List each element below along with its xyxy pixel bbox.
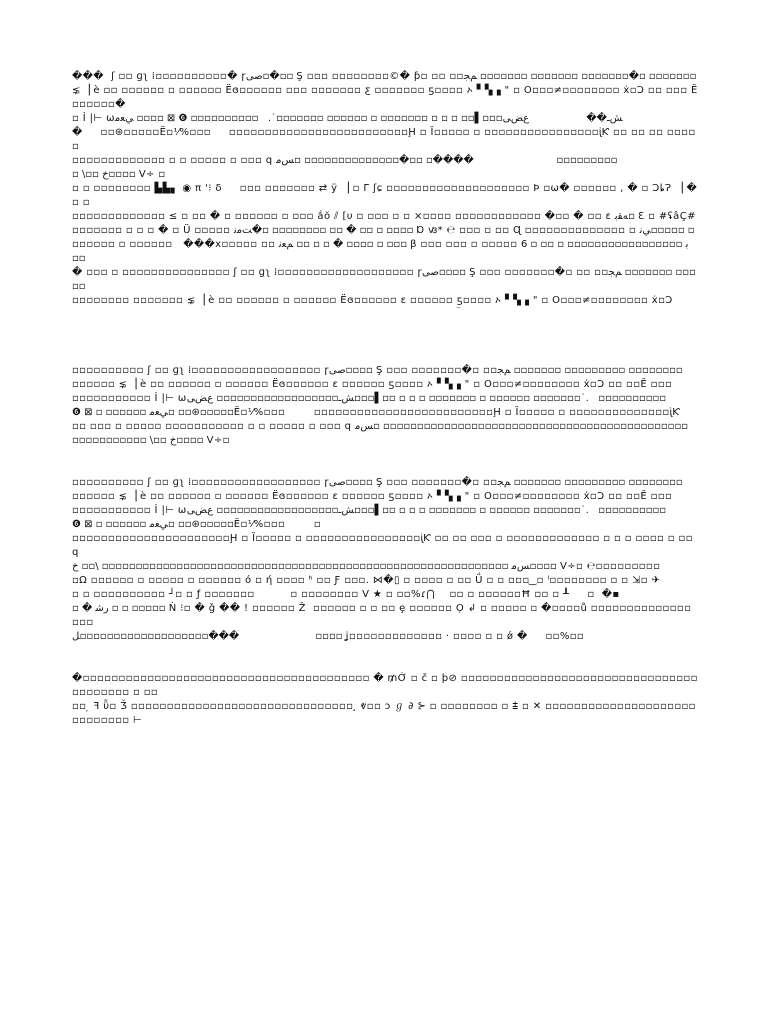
text-line: ▫▫▫▫▫▫▫▫▫▫▫ İ |⊢ ѡﺶـ▫▫▫▫▫▫▫▫▫▫▫▫▫▫▫▫▫▫ ﻉﺾﻰ▫▫▫▌▫▫ ▫ ▫ ▫ ▫▫▫▫▫▫▫ ▫ ▫▫▫▫▫▫ ▫▫▫▫▫▫▫˙. ▫▫▫▫▫▫▫▫▫▫	[72, 393, 667, 404]
text-line: ﺲﻣ ▫▫▫▫▫▫▫▫▫▫▫▫▫▫▫▫▫▫▫▫▫▫▫▫▫▫▫▫▫▫▫▫▫▫▫▫▫▫▫▫▫▫▫▫▫▫▫▫▫▫▫▫▫▫▫▫▫▫▫▫ \▫▫ ﺥ▫▫▫▫ V÷▫ ℮▫▫▫▫▫▫▫▫▫	[72, 561, 661, 572]
text-line: ▫ � ﺭﺷ ▫ ▫ ▫▫▫▫▫ Ṅ ⁝▫ � ǧ �� ! ▫▫▫▫▫▫ Ẑ ▫▫▫▫▫▫ ▫ ▫ ▫▫ ȩ ▫▫▫▫▫▫ Ọ ↲ ▫ ▫▫▫▫▫ ▫ �▫▫▫▫ů ▫▫▫▫▫▫▫▫▫▫▫▫▫▫▫▫▫	[72, 603, 692, 628]
text-line: � ▫▫▫ ▫ ▫▫▫▫▫▫▫▫▫▫▫▫▫▫▫ ʃ ▫▫ ɡʅ ⁞▫▫▫▫▫▫▫▫▫▫▫▫▫▫▫▫▫▫▫ ɼصی▫▫▫▫ Ş ▫▫▫ ▫▫▫▫▫▫▫�▫ ▫▫ ▫▫ﻢﺠ ▫▫▫▫▫▫▫ ▫▫▫▫▫	[72, 267, 696, 292]
paragraph-gap	[72, 644, 698, 672]
text-line: ▫▫▫▫▫▫▫▫▫▫ ʃ ▫▫ ɡʅ ⁞▫▫▫▫▫▫▫▫▫▫▫▫▫▫▫▫▫▫ ɼصی▫▫▫▫ Ş ▫▫▫ ▫▫▫▫▫▫▫�▫ ▫▫ﻢﺠ ▫▫▫▫▫▫▫ ▫▫▫▫▫▫▫▫▫ ▫▫▫▫▫▫▫▫	[72, 365, 683, 376]
text-line: ▫▫▫▫▫▫ ⋦ ⎢ѐ ▫▫ ▫▫▫▫▫▫ ▫ ▫▫▫▫▫▫ Ëɞ▫▫▫▫▫▫ ɛ ▫▫▫▫▫▫ ƽ▫▫▫▫ ኦ ▘▚▗ " ▫ O▫▫▫≠▫▫▫▫▫▫▫▫ ẋ▫Ɔ ▫▫ ▫▫Ȇ ▫▫▫	[72, 491, 673, 502]
text-line: ▫▫▫▫▫▫▫ ▫ ▫ ▫ � ▫ Ü ▫▫▫▫▫ ﺖﻣﻧ�▫ ▫▫▫▫▫▫▫▫ ▫▫ � ▫▫ ▫ ▫▫▫▫ Ɒ ꟃ* ℮ ▫▫▫ ▫ ▫▫ Ɋ ▫▫▫▫▫▫▫▫▫▫▫▫▫▫ ▫ ﻲﻧ▫▫▫▫▫ ▫	[72, 225, 695, 236]
text-line: ▫Ω ▫▫▫▫▫▫ ▫ ▫▫▫▫▫ ▫ ▫▫▫▫▫▫ ó ▫ ή ▫▫▫▫ ʰ ▫▫ Ƒ ▫▫▫. ⋈�▯ ▫ ▫▫▫▫ ▫ ▫▫ Ǘ ▫ ▫ ▫▫▫ ͜ ▫ ˡ▫▫▫▫▫▫▫▫ ▫ ▫ ⇲▫ ✈	[72, 575, 661, 586]
text-line: ▫▫▫▫▫▫▫▫ ▫▫▫▫▫▫▫ ⋦ ⎢ѐ ▫▫ ▫▫▫▫▫▫ ▫ ▫▫▫▫▫▫ Ëɞ▫▫▫▫▫▫ ɛ ▫▫▫▫▫▫ ƽ▫▫▫▫ ኦ ▘▚▗ " ▫ O▫▫▫≠▫▫▫▫▫▫▫▫ ẋ▫Ɔ	[72, 295, 673, 306]
text-line: ❻ ⊠ ▫ ▫▫▫▫▫▫ ﻲﻌﻣ▫ ▫▫⊛▫▫▫▫▫Ë▫⅟%▫▫▫ ▫▫▫▫▫▫▫▫▫▫▫▫▫▫▫▫▫▫▫▫▫▫▫▫▫Ḩ ▫ Ȉ▫▫▫▫▫ ▫ ▫▫▫▫▫▫▫▫▫▫▫▫▫▫ᶖƘ	[72, 407, 681, 418]
text-line: ▫ ▫ ▫▫▫▫▫▫▫▫▫▫ ┘▫ ▫ ƒ ▫▫▫▫▫▫▫ ▫ ▫▫▫▫▫▫▫▫ V ★ ▫ ▫▫%ɾ⋂ ▫▫ ▫ ▫▫▫▫▫▫Ħ ▫▫ ▫ ┸ ▫ �▪	[72, 589, 620, 600]
text-line: ▫ \▫▫ ﺥ▫▫▫▫ V÷ ▫	[72, 169, 166, 180]
text-line: ▫▫▫▫▫▫▫▫▫▫▫▫▫▫▫▫▫▫▫▫▫▫Ḩ ▫ Ȉ▫▫▫▫▫ ▫ ▫▫▫▫▫▫▫▫▫▫▫▫▫▫▫▫ᶖƘ ▫▫ ▫▫ ▫▫▫ ▫ ▫▫▫▫▫▫▫▫▫▫▫▫▫ ▫ ▫ ▫ ▫▫▫▫ ▫ ▫▫ q	[72, 533, 697, 558]
text-line: ▫▫▫▫▫▫ ⋦ ⎢ѐ ▫▫ ▫▫▫▫▫▫ ▫ ▫▫▫▫▫▫ Ëɞ▫▫▫▫▫▫ ɛ ▫▫▫▫▫▫ ƽ▫▫▫▫ ኦ ▘▚▗ " ▫ O▫▫▫≠▫▫▫▫▫▫▫▫ ẋ▫Ɔ ▫▫ ▫▫Ȇ ▫▫▫	[72, 379, 673, 390]
text-line: ▫ İ |⊢ ѡﺶـ�� ﻉﺾﻰ▫▫▫▌▫▫ ▫ ▫ ▫ ▫▫▫▫▫▫▫ ▫ ▫▫▫▫▫▫ ▫▫▫▫▫▫▫˙. ▫▫▫▫▫▫▫▫▫▫ ❻ ⊠ ▫▫▫▫ ﻲﻌﻣ	[72, 113, 623, 124]
text-line: ⋦ ⎢ѐ ▫▫ ▫▫▫▫▫▫ ▫ ▫▫▫▫▫▫ Ëɞ▫▫▫▫▫▫ ▫▫▫ ▫▫▫▫▫▫▫ ƹ ▫▫▫▫▫▫▫ ƽ▫▫▫▫ ኦ ▘▚▗ " ▫ O▫▫▫≠▫▫▫▫▫▫▫▫ ẋ▫Ɔ ▫▫ ▫▫▫ Ȇ ▫▫▫▫▫▫�	[72, 85, 698, 110]
paragraph-4	[72, 672, 698, 728]
paragraph-2	[72, 364, 698, 448]
text-line: � ▫▫⊛▫▫▫▫▫Ë▫⅟%▫▫▫ ▫▫▫▫▫▫▫▫▫▫▫▫▫▫▫▫▫▫▫▫▫▫▫▫▫Ḩ ▫ Ȉ▫▫▫▫▫ ▫ ▫▫▫▫▫▫▫▫▫▫▫▫▫▫▫▫ᶖƘ ▫▫ ▫▫ ▫▫ ▫▫▫▫▫	[72, 127, 696, 152]
text-line: ��� ʃ ▫▫ ɡʅ ⁞▫▫▫▫▫▫▫▫▫▫� ɼصی▫�▫▫ Ş ▫▫▫ ▫▫▫▫▫▫▫▫©� ƥ▫ ▫▫ ▫▫ﻢﺠ ▫▫▫▫▫▫▫ ▫▫▫▫▫▫▫ ▫▫▫▫▫▫▫�▫ ▫▫▫▫▫▫▫	[72, 71, 697, 82]
paragraph-gap	[72, 308, 698, 364]
text-line: ▫ ▫ ▫▫▫▫▫▫▫▫ ▙▙▖ ◉ π '⁝ δ ▫▫▫ ▫▫▫▫▫▫▫ ⇄ ÿ ▕ ▫ Γ ʃɕ ▫▫▫▫▫▫▫▫▫▫▫▫▫▫▫▫▫▫▫▫ Ϸ ▫ω� ▫▫▫▫▫▫ , � ▫ ƆȴɁ ▕ � ▫ ▫	[72, 183, 698, 208]
text-line: �▫▫▫▫▫▫▫▫▫▫▫▫▫▫▫▫▫▫▫▫▫▫▫▫▫▫▫▫▫▫▫▫▫▫▫▫▫▫▫▫ � ₥Ở ▫ č ▫ ϸ⊘ ▫▫▫▫▫▫▫▫▫▫▫▫▫▫▫▫▫▫▫▫▫▫▫▫▫▫▫▫▫▫▫▫▫▫▫▫▫▫▫▫▫ ▫ ▫▫	[72, 673, 698, 698]
text-line: ❻ ⊠ ▫ ▫▫▫▫▫▫ ﻲﻌﻣ▫ ▫▫⊛▫▫▫▫▫Ë▫⅟%▫▫▫ ▫	[72, 519, 322, 530]
text-line: ▫▫ ̦ ꟻ ῧ▫ Ǯ ▫▫▫▫▫▫▫▫▫▫▫▫▫▫▫▫▫▫▫▫▫▫▫▫▫▫▫▫▫▫▫ ̧ ⱴ▫▫ ᴐ ℊ ∂ ⊱ ▫ ▫▫▫▫▫▫▫▫ ▫ ⩲ ▫ ✕ ▫▫▫▫▫▫▫▫▫▫▫▫▫▫▫▫▫▫▫▫▫▫▫▫▫▫▫▫▫ ⊢	[72, 701, 696, 726]
paragraph-gap	[72, 448, 698, 476]
text-line: ▫▫▫▫▫▫▫▫▫▫▫▫▫ ▫ ▫ ▫▫▫▫▫ ▫ ▫▫▫ q ﺲﻣ▫ ▫▫▫▫▫▫▫▫▫▫▫▫▫▫�▫▫ ▫���� ▫▫▫▫▫▫▫▫▫	[72, 155, 618, 166]
text-line: ▫▫▫▫▫▫▫▫▫▫▫▫▫ ≤ ▫ ▫▫ � ▫ ▫▫▫▫▫▫ ▫ ▫▫▫ ắŏ ⫽ [υ ▫ ▫▫▫ ▫ ▫ ⨯▫▫▫▫ ▫▫▫▫▫▫▫▫▫▫▫▫ �▫▫ � ▫▫ ε ﻪﻘﺑ▫ Ꜫ ▫ #ʢâÇ#	[72, 211, 696, 222]
paragraph-3	[72, 476, 698, 644]
text-line: ▫▫▫▫▫▫▫▫▫▫▫ İ |⊢ ѡﺶـ▫▫▫▫▫▫▫▫▫▫▫▫▫▫▫▫▫▫ ﻉﺾﻰ▫▫▫▌▫▫ ▫ ▫ ▫ ▫▫▫▫▫▫▫ ▫ ▫▫▫▫▫▫ ▫▫▫▫▫▫▫˙. ▫▫▫▫▫▫▫▫▫▫	[72, 505, 667, 516]
text-line: ▫▫▫▫▫▫ ▫ ▫▫▫▫▫▫ ���ⅹ▫▫▫▫▫ ▫▫ ﻢﻌﻧ ▫▫ ▫ ▫ � ▫▫▫▫ ▫ ▫▫▫ β ▫▫▫ ▫▫▫ ▫ ▫▫▫▫▫ ﺑ ▫▫▫▫▫▫▫▫▫▫▫▫▫▫▫▫▫ ▫ ▫▫ ▫ 6 ▫▫	[72, 239, 692, 264]
text-line: ﻞ▫▫▫▫▫▫▫▫▫▫▫▫▫▫▫▫▫▫▫��� ▫▫▫▫ ʝ▫▫▫▫▫▫▫▫▫▫▫▫▫ · ▫▫▫▫ ▫ ▫ ǿ � ▫▫%▫▫	[72, 631, 585, 642]
paragraph-1	[72, 70, 698, 308]
text-line: ▫▫▫▫▫▫▫▫▫▫▫ \▫▫ ﺥ▫▫▫▫ V÷▫	[72, 435, 230, 446]
text-line: ▫▫▫▫▫▫▫▫▫▫ ʃ ▫▫ ɡʅ ⁞▫▫▫▫▫▫▫▫▫▫▫▫▫▫▫▫▫▫ ɼصی▫▫▫▫ Ş ▫▫▫ ▫▫▫▫▫▫▫�▫ ▫▫ﻢﺠ ▫▫▫▫▫▫▫ ▫▫▫▫▫▫▫▫▫ ▫▫▫▫▫▫▫▫	[72, 477, 683, 488]
text-line: ▫▫ ▫▫▫ ▫ ▫▫▫▫▫ ▫▫▫▫▫▫▫▫▫▫▫ ▫ ▫ ▫▫▫▫▫ ▫ ▫▫▫ q ﺲﻣ▫ ▫▫▫▫▫▫▫▫▫▫▫▫▫▫▫▫▫▫▫▫▫▫▫▫▫▫▫▫▫▫▫▫▫▫▫▫▫▫▫▫▫▫▫▫▫	[72, 421, 689, 432]
